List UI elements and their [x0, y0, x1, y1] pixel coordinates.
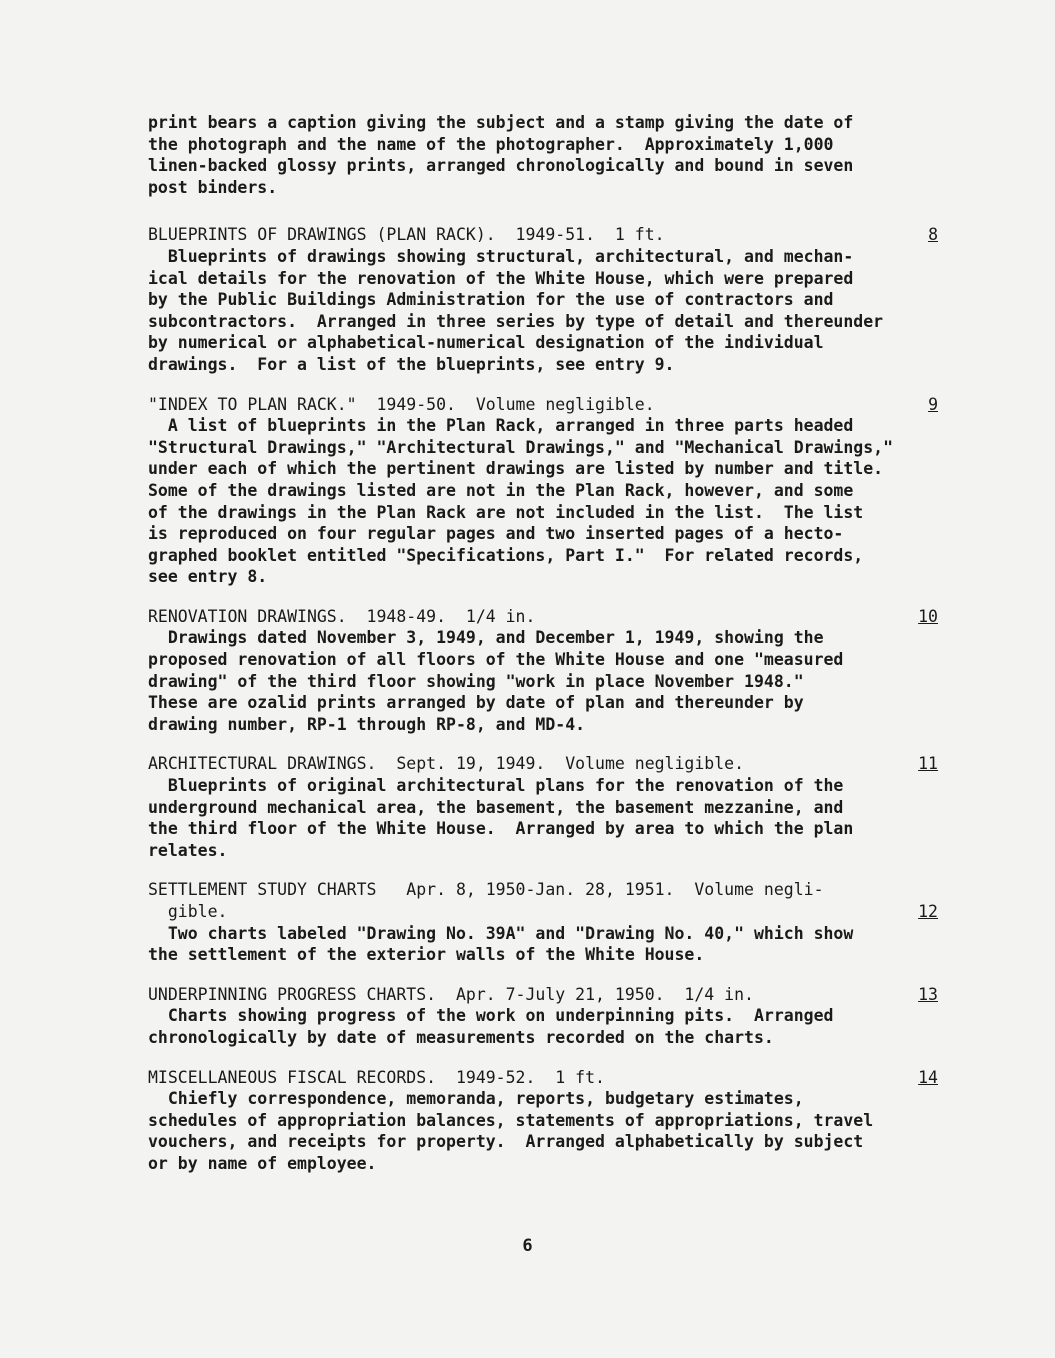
- text-line: post binders.: [148, 177, 278, 197]
- entry-number: 11: [918, 754, 938, 774]
- entry-12: [148, 879, 938, 965]
- entry-title: RENOVATION DRAWINGS. 1948-49. 1/4 in.: [148, 606, 536, 626]
- text-line: the settlement of the exterior walls of the White House.: [148, 945, 705, 965]
- text-line: "Structural Drawings," "Architectural Drawings," and "Mechanical Drawings,": [148, 437, 894, 457]
- text-line: see entry 8.: [148, 567, 268, 587]
- text-line: vouchers, and receipts for property. Arranged alphabetically by subject: [148, 1132, 864, 1152]
- text-line: under each of which the pertinent drawings are listed by number and title.: [148, 459, 884, 479]
- entry-heading: [148, 606, 938, 628]
- entry-title: "INDEX TO PLAN RACK." 1949-50. Volume negligible.: [148, 394, 655, 414]
- entry-number: 10: [918, 606, 938, 626]
- text-line: of the drawings in the Plan Rack are not included in the list. The list: [148, 502, 864, 522]
- entry-14: [148, 1067, 938, 1175]
- text-line: the photograph and the name of the photographer. Approximately 1,000: [148, 134, 834, 154]
- entry-13: [148, 984, 938, 1049]
- entry-9: [148, 394, 938, 588]
- entry-number: 14: [918, 1067, 938, 1087]
- text-line: drawing number, RP-1 through RP-8, and MD-4.: [148, 714, 586, 734]
- text-line: relates.: [148, 840, 228, 860]
- text-line: the third floor of the White House. Arranged by area to which the plan: [148, 819, 854, 839]
- entry-heading: [148, 984, 938, 1006]
- text-line: Some of the drawings listed are not in the Plan Rack, however, and some: [148, 480, 854, 500]
- text-line: Two charts labeled "Drawing No. 39A" and "Drawing No. 40," which show: [148, 923, 854, 943]
- text-line: schedules of appropriation balances, statements of appropriations, travel: [148, 1110, 874, 1130]
- entry-title: UNDERPINNING PROGRESS CHARTS. Apr. 7-July 21, 1950. 1/4 in.: [148, 984, 754, 1004]
- text-line: is reproduced on four regular pages and two inserted pages of a hecto-: [148, 524, 844, 544]
- text-line: underground mechanical area, the basement, the basement mezzanine, and: [148, 797, 844, 817]
- text-line: Chiefly correspondence, memoranda, reports, budgetary estimates,: [148, 1089, 804, 1109]
- text-line: or by name of employee.: [148, 1153, 377, 1173]
- text-line: by numerical or alphabetical-numerical designation of the individual: [148, 333, 824, 353]
- text-line: linen-backed glossy prints, arranged chronologically and bound in seven: [148, 156, 854, 176]
- text-line: ical details for the renovation of the White House, which were prepared: [148, 268, 854, 288]
- entry-heading: [148, 901, 938, 923]
- entry-number: 13: [918, 984, 938, 1004]
- entry-11: [148, 753, 938, 861]
- text-line: These are ozalid prints arranged by date of plan and thereunder by: [148, 693, 804, 713]
- text-line: graphed booklet entitled "Specifications, Part I." For related records,: [148, 545, 864, 565]
- text-line: drawings. For a list of the blueprints, see entry 9.: [148, 354, 675, 374]
- text-line: chronologically by date of measurements recorded on the charts.: [148, 1027, 774, 1047]
- entry-title: MISCELLANEOUS FISCAL RECORDS. 1949-52. 1 ft.: [148, 1067, 605, 1087]
- page-number: 6: [522, 1236, 533, 1256]
- text-line: Blueprints of original architectural plans for the renovation of the: [148, 776, 844, 796]
- entry-10: [148, 606, 938, 736]
- text-line: A list of blueprints in the Plan Rack, arranged in three parts headed: [148, 416, 854, 436]
- entry-title: ARCHITECTURAL DRAWINGS. Sept. 19, 1949. Volume negligible.: [148, 754, 745, 774]
- text-line: proposed renovation of all floors of the White House and one "measured: [148, 650, 844, 670]
- text-line: Charts showing progress of the work on underpinning pits. Arranged: [148, 1006, 834, 1026]
- entry-number: 12: [918, 902, 938, 921]
- entry-title-continued: gible.: [148, 902, 228, 921]
- text-line: Drawings dated November 3, 1949, and December 1, 1949, showing the: [148, 628, 824, 648]
- entry-8: [148, 224, 938, 375]
- text-line: drawing" of the third floor showing "work in place November 1948.": [148, 671, 804, 691]
- entry-heading: [148, 394, 938, 416]
- intro-paragraph: [148, 112, 938, 198]
- entry-number: 8: [928, 225, 938, 245]
- document-page: [148, 112, 938, 1175]
- text-line: by the Public Buildings Administration for the use of contractors and: [148, 290, 834, 310]
- text-line: subcontractors. Arranged in three series by type of detail and thereunder: [148, 311, 884, 331]
- text-line: print bears a caption giving the subject and a stamp giving the date of: [148, 113, 854, 132]
- entry-heading: [148, 224, 938, 246]
- entry-title: BLUEPRINTS OF DRAWINGS (PLAN RACK). 1949-51. 1 ft.: [148, 225, 665, 245]
- entry-number: 9: [928, 394, 938, 414]
- text-line: Blueprints of drawings showing structural, architectural, and mechan-: [148, 246, 854, 266]
- entry-heading: [148, 1067, 938, 1089]
- entry-heading: [148, 753, 938, 775]
- entry-title: SETTLEMENT STUDY CHARTS Apr. 8, 1950-Jan. 28, 1951. Volume negli-: [148, 880, 824, 900]
